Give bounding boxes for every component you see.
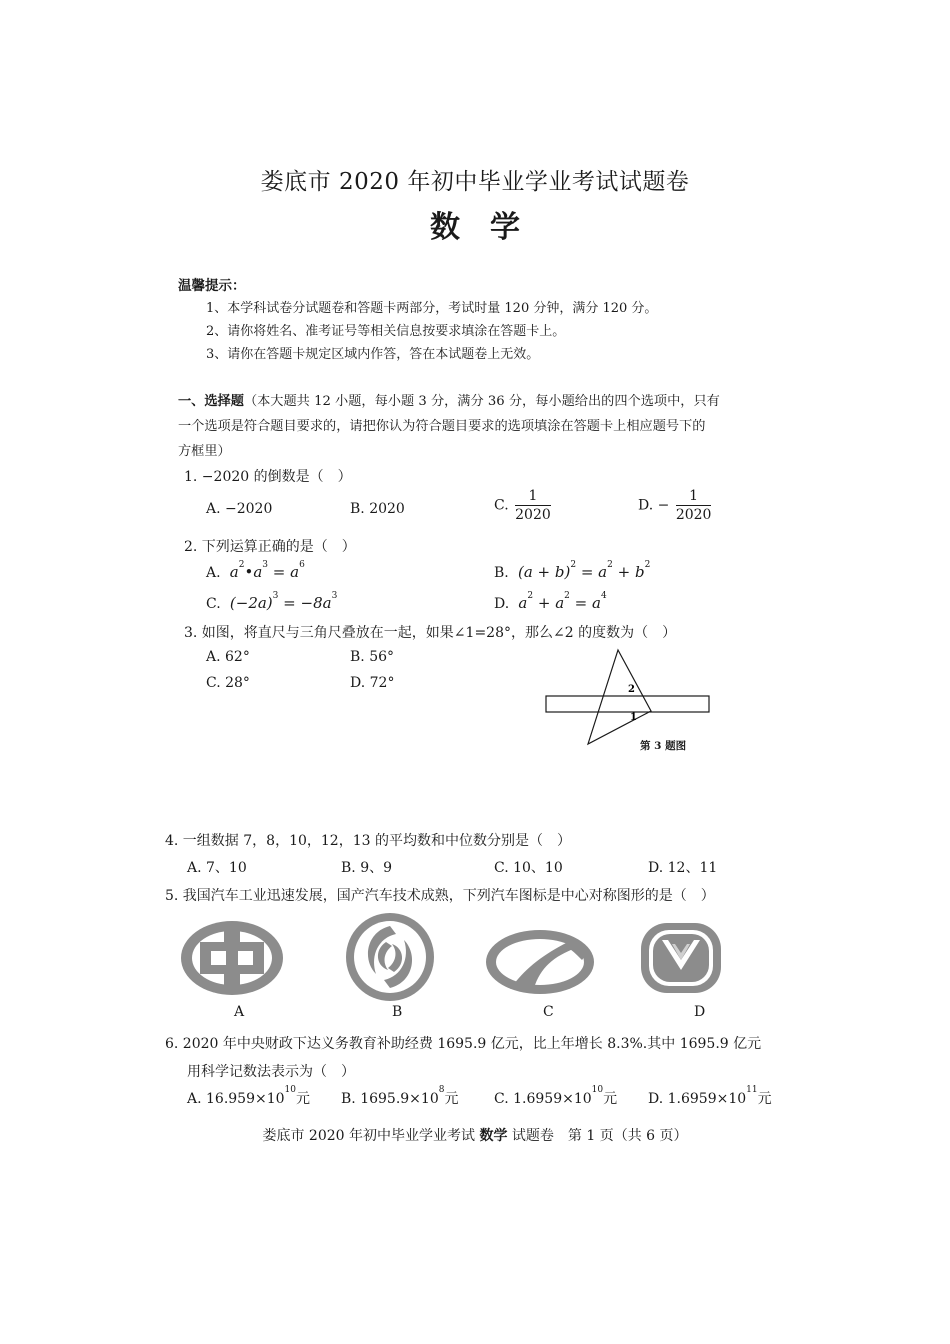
logo-c-label: C [543,1004,554,1020]
q6-stem-line1: 6. 2020 年中央财政下达义务教育补助经费 1695.9 亿元，比上年增长 8.3%.其中 1695.9 亿元 [165,1036,762,1052]
q6-d-base: D. 1.6959×10 [648,1091,747,1107]
page-footer [0,1125,950,1145]
q3-stem: 3. 如图，将直尺与三角尺叠放在一起，如果∠1=28°，那么∠2 的度数为（ ） [184,625,677,641]
q2-option-d [494,591,607,612]
q3-figure-caption: 第 3 题图 [640,740,687,752]
triangle-shape [588,650,651,744]
q3-option-a: A. 62° [206,649,250,665]
q6-option-a [187,1085,310,1108]
q2-option-a-prefix: A. [206,565,221,581]
tip-item-3: 3、请你在答题卡规定区域内作答，答在本试题卷上无效。 [206,347,540,362]
q1-option-d-fraction [676,488,712,523]
q4-option-a: A. 7、10 [187,860,247,876]
car-logo-c [484,928,596,996]
car-logo-b [340,912,440,1002]
q1-option-c-fraction [515,488,551,523]
q6-option-d [648,1085,772,1108]
q6-b-exponent: 8 [438,1085,445,1095]
q2-option-b-prefix: B. [494,565,509,581]
q1-stem: 1. −2020 的倒数是（ ） [184,469,352,485]
q2-option-a-formula: $a^2•a^3 = a^6$ [225,560,305,581]
q6-c-exponent: 10 [591,1085,604,1095]
section-heading [178,390,720,409]
tip-item-1: 1、本学科试卷分试题卷和答题卡两部分，考试时量 120 分钟，满分 120 分。 [206,301,658,316]
q1-d-denominator: 2020 [675,507,712,523]
q2-option-c [206,591,338,612]
q1-option-a: A. −2020 [206,501,273,517]
car-logo-d [638,920,724,996]
q6-b-base: B. 1695.9×10 [341,1091,439,1107]
section-label: 一、选择题 [178,394,244,409]
q2-option-b [494,560,651,581]
q4-option-d: D. 12、11 [648,860,718,876]
q6-option-b [341,1085,459,1108]
q2-option-a [206,560,305,581]
q3-figure [540,644,720,756]
angle-1-label: 1 [630,712,637,723]
q1-option-d-prefix: D. − [638,497,670,514]
q6-stem-line2: 用科学记数法表示为（ ） [187,1064,355,1080]
q2-stem: 2. 下列运算正确的是（ ） [184,539,356,555]
q5-stem: 5. 我国汽车工业迅速发展，国产汽车技术成熟，下列汽车图标是中心对称图形的是（ ） [165,888,715,904]
section-instruction-2: 一个选项是符合题目要求的，请把你认为符合题目要求的选项填涂在答题卡上相应题号下的 [178,419,706,434]
q4-option-c: C. 10、10 [494,860,563,876]
exam-title: 娄底市 2020 年初中毕业学业考试试题卷 [260,169,690,195]
q2-option-d-formula: $a^2 + a^2 = a^4$ [513,591,607,612]
q6-a-unit: 元 [296,1091,310,1107]
q6-c-unit: 元 [603,1091,618,1107]
q1-option-c-prefix: C. [494,497,509,514]
logo-a-label: A [234,1004,245,1020]
q3-option-c: C. 28° [206,675,250,691]
section-instruction-1: （本大题共 12 小题，每小题 3 分，满分 36 分，每小题给出的四个选项中，只有 [243,394,720,409]
q6-c-base: C. 1.6959×10 [494,1091,592,1107]
footer-subject: 数学 [479,1128,508,1144]
q4-option-b: B. 9、9 [341,860,393,876]
q4-stem: 4. 一组数据 7，8，10，12，13 的平均数和中位数分别是（ ） [165,833,571,849]
q6-d-exponent: 11 [746,1085,758,1095]
subject-title: 数学 [430,210,550,245]
q3-option-d: D. 72° [350,675,395,691]
tips-heading: 温馨提示： [178,278,246,294]
q1-option-c [494,488,553,523]
tip-item-2: 2、请你将姓名、准考证号等相关信息按要求填涂在答题卡上。 [206,324,566,339]
q1-option-d [638,488,713,523]
q6-d-unit: 元 [757,1091,772,1107]
logo-b-label: B [392,1004,403,1020]
car-logo-a [178,918,286,998]
q6-option-c [494,1085,618,1108]
q6-a-base: A. 16.959×10 [187,1091,285,1107]
q3-option-b: B. 56° [350,649,395,665]
ruler-shape [546,696,709,712]
q2-option-c-prefix: C. [206,596,221,612]
angle-2-label: 2 [628,684,635,695]
q1-c-numerator: 1 [515,488,551,506]
section-instruction-3: 方框里） [178,444,231,459]
q2-option-c-formula: $(-2a)^3 = -8a^3$ [225,591,338,612]
q1-c-denominator: 2020 [515,507,551,523]
q1-option-b: B. 2020 [350,501,405,517]
q1-d-numerator: 1 [676,488,712,506]
q6-b-unit: 元 [444,1091,459,1107]
q2-option-b-formula: $(a + b)^2 = a^2 + b^2$ [513,560,651,581]
logo-d-label: D [694,1004,706,1020]
q2-option-d-prefix: D. [494,596,510,612]
q6-a-exponent: 10 [284,1085,296,1095]
footer-text-1: 娄底市 2020 年初中毕业学业考试 [262,1128,480,1144]
footer-text-2: 试题卷 第 1 页（共 6 页） [507,1128,688,1144]
